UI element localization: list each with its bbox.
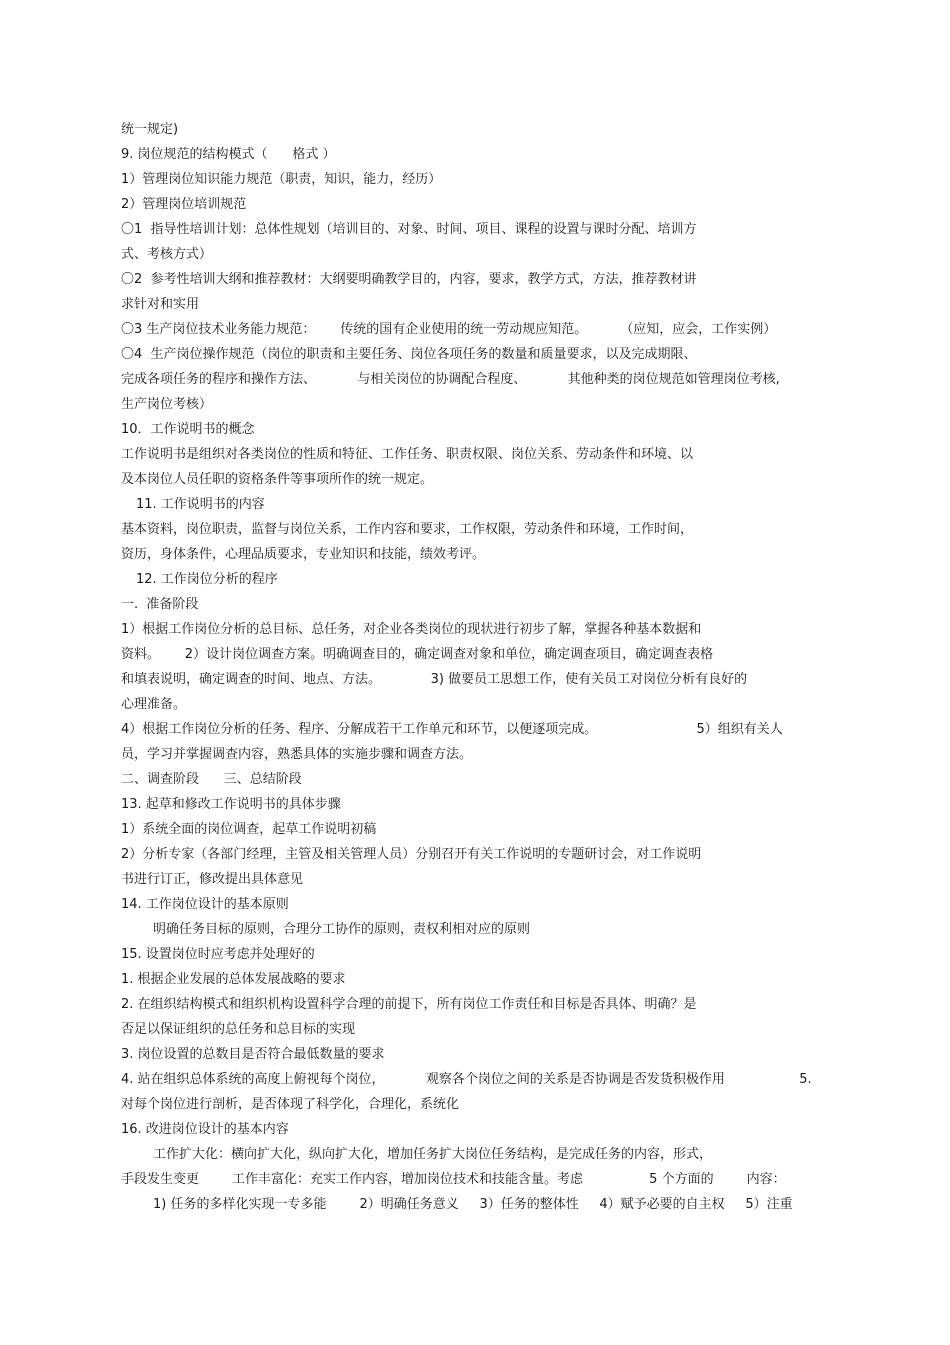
section-heading: 14. 工作岗位设计的基本原则 bbox=[121, 897, 289, 912]
text-line: 4. 站在组织总体系统的高度上俯视每个岗位， 观察各个岗位之间的关系是否协调是否发货积极作用 5. bbox=[121, 1072, 812, 1087]
section-heading: 9. 岗位规范的结构模式（ 格式 ） bbox=[121, 147, 336, 162]
text-line: 生产岗位考核） bbox=[121, 397, 213, 412]
text-line: 式、考核方式） bbox=[121, 247, 213, 262]
text-line: 2）分析专家（各部门经理，主管及相关管理人员）分别召开有关工作说明的专题研讨会，对工作说明 bbox=[121, 847, 702, 862]
text-line: 工作扩大化：横向扩大化，纵向扩大化，增加任务扩大岗位任务结构，是完成任务的内容，形式， bbox=[153, 1147, 713, 1162]
text-line: 〇1 指导性培训计划：总体性规划（培训目的、对象、时间、项目、课程的设置与课时分配、培训方 bbox=[121, 222, 697, 237]
text-line: 否足以保证组织的总任务和总目标的实现 bbox=[121, 1022, 356, 1037]
section-heading: 12. 工作岗位分析的程序 bbox=[136, 572, 278, 587]
text-line: 1) 任务的多样化实现一专多能 2）明确任务意义 3）任务的整体性 4）赋予必要的自主权 5）注重 bbox=[153, 1197, 793, 1212]
section-heading: 15. 设置岗位时应考虑并处理好的 bbox=[121, 947, 315, 962]
text-line: 1）根据工作岗位分析的总目标、总任务，对企业各类岗位的现状进行初步了解，掌握各种基本数据和 bbox=[121, 622, 702, 637]
text-line: 书进行订正，修改提出具体意见 bbox=[121, 872, 304, 887]
text-line: 2）管理岗位培训规范 bbox=[121, 197, 247, 212]
text-line: 一. 准备阶段 bbox=[121, 597, 199, 612]
text-line: 〇3 生产岗位技术业务能力规范： 传统的国有企业使用的统一劳动规应知范。 （应知，应会，工作实例） bbox=[121, 322, 777, 337]
text-line: 二、调查阶段 三、总结阶段 bbox=[121, 772, 302, 787]
text-line: 对每个岗位进行剖析，是否体现了科学化，合理化，系统化 bbox=[121, 1097, 460, 1112]
text-line: 资历，身体条件，心理品质要求，专业知识和技能，绩效考评。 bbox=[121, 547, 486, 562]
text-line: 及本岗位人员任职的资格条件等事项所作的统一规定。 bbox=[121, 472, 434, 487]
section-heading: 16. 改进岗位设计的基本内容 bbox=[121, 1122, 289, 1137]
text-line: 统一规定) bbox=[121, 122, 179, 137]
text-line: 完成各项任务的程序和操作方法、 与相关岗位的协调配合程度、 其他种类的岗位规范如管理岗位考核, bbox=[121, 372, 780, 387]
section-heading: 10．工作说明书的概念 bbox=[121, 422, 255, 437]
text-line: 〇4 生产岗位操作规范（岗位的职责和主要任务、岗位各项任务的数量和质量要求，以及完成期限、 bbox=[121, 347, 697, 362]
text-line: 2. 在组织结构模式和组织机构设置科学合理的前提下，所有岗位工作责任和目标是否具体、明确？是 bbox=[121, 997, 697, 1012]
text-line: 1. 根据企业发展的总体发展战略的要求 bbox=[121, 972, 346, 987]
text-line: 员，学习并掌握调查内容，熟悉具体的实施步骤和调查方法。 bbox=[121, 747, 473, 762]
text-line: 求针对和实用 bbox=[121, 297, 200, 312]
text-line: 1）管理岗位知识能力规范（职责，知识，能力，经历） bbox=[121, 172, 442, 187]
text-line: 手段发生变更 工作丰富化：充实工作内容，增加岗位技术和技能含量。考虑 5 个方面的 内容： bbox=[121, 1172, 786, 1187]
text-line: 基本资料，岗位职责，监督与岗位关系，工作内容和要求，工作权限，劳动条件和环境，工作时间， bbox=[121, 522, 694, 537]
section-heading: 11. 工作说明书的内容 bbox=[136, 497, 265, 512]
text-line: 明确任务目标的原则，合理分工协作的原则，责权利相对应的原则 bbox=[153, 922, 531, 937]
text-line: 3. 岗位设置的总数目是否符合最低数量的要求 bbox=[121, 1047, 385, 1062]
text-line: 4）根据工作岗位分析的任务、程序、分解成若干工作单元和环节，以便逐项完成。 5）组织有关人 bbox=[121, 722, 783, 737]
text-line: 资料。 2）设计岗位调查方案。明确调查目的，确定调查对象和单位，确定调查项目，确定调查表格 bbox=[121, 647, 714, 662]
text-line: 1）系统全面的岗位调查，起草工作说明初稿 bbox=[121, 822, 377, 837]
text-line: 心理准备。 bbox=[121, 697, 187, 712]
section-heading: 13. 起草和修改工作说明书的具体步骤 bbox=[121, 797, 341, 812]
text-line: 工作说明书是组织对各类岗位的性质和特征、工作任务、职责权限、岗位关系、劳动条件和环境、以 bbox=[121, 447, 694, 462]
text-line: 〇2 参考性培训大纲和推荐教材：大纲要明确教学目的，内容，要求，教学方式，方法，推荐教材讲 bbox=[121, 272, 697, 287]
text-line: 和填表说明，确定调查的时间、地点、方法。 3) 做要员工思想工作，使有关员工对岗位分析有良好的 bbox=[121, 672, 748, 687]
